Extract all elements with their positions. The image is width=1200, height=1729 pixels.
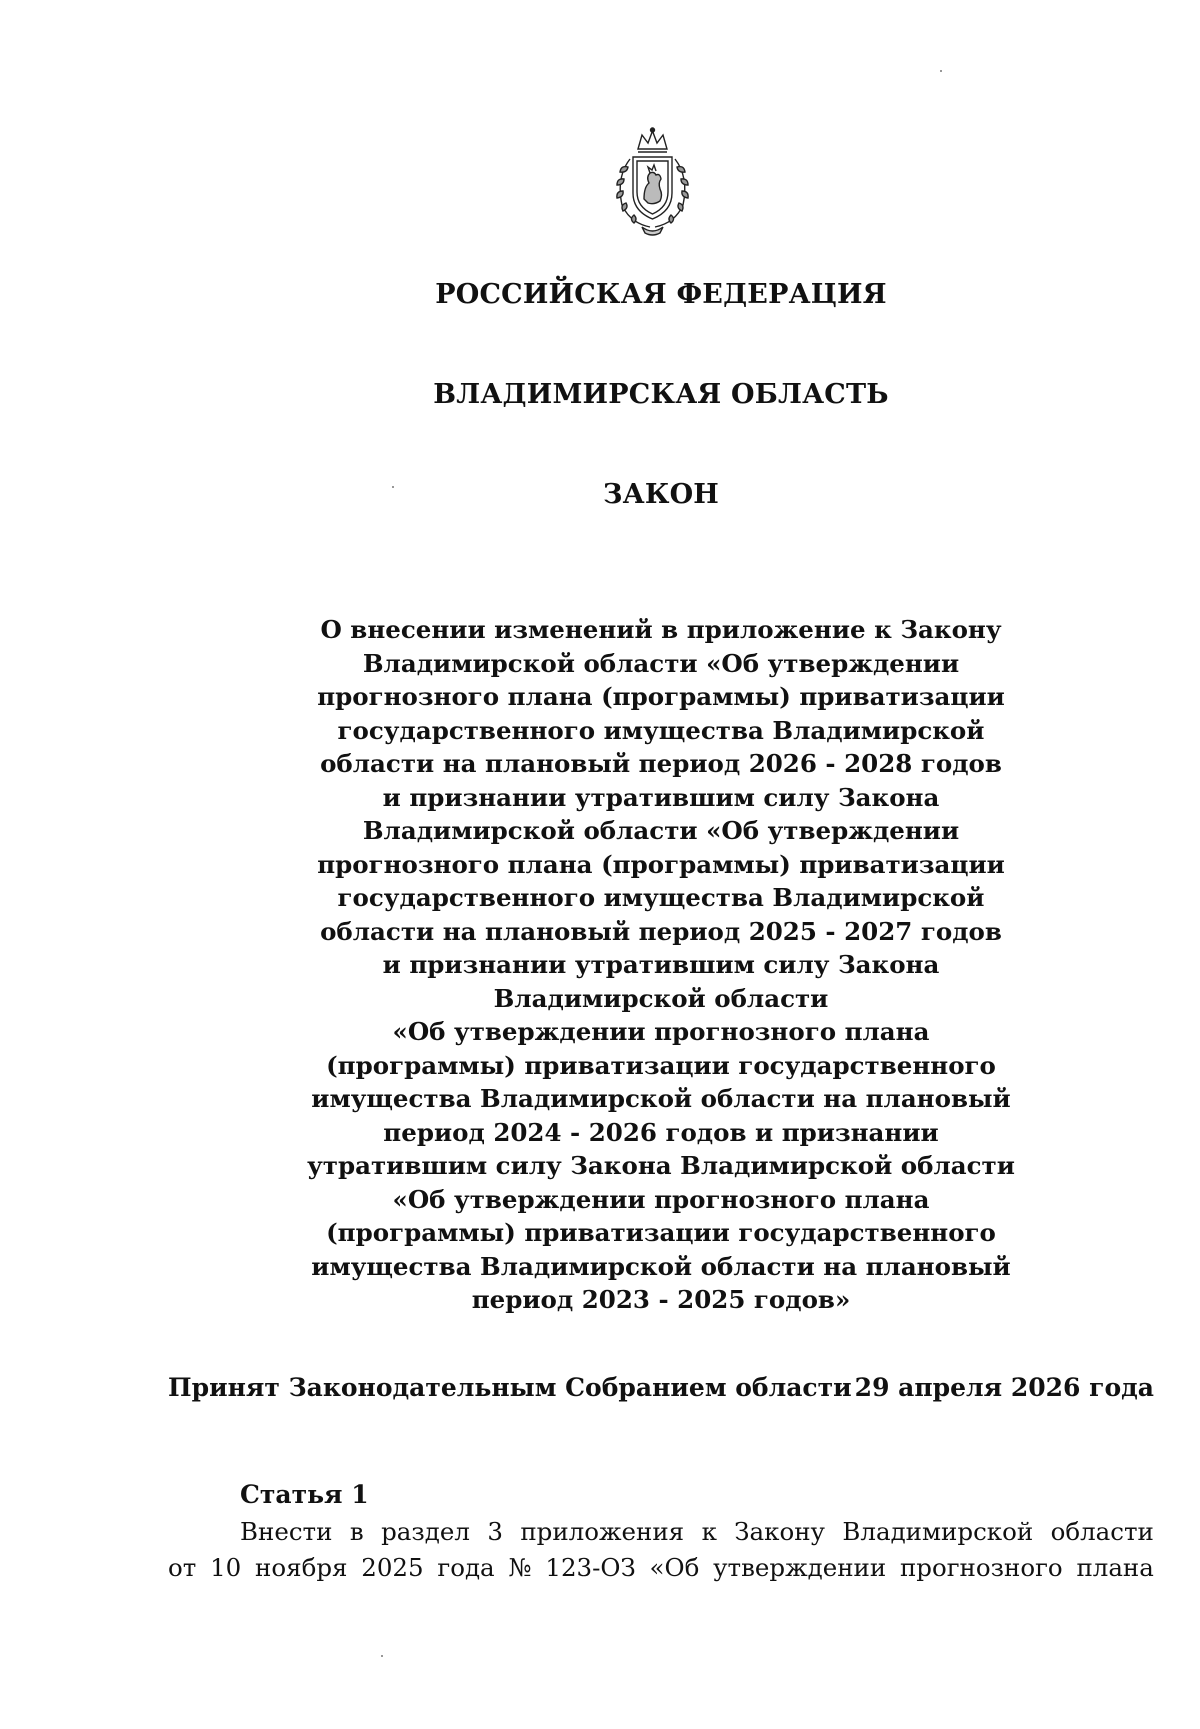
law-title-line: (программы) приватизации государственного (326, 1218, 996, 1247)
law-title-line: имущества Владимирской области на плановый (311, 1251, 1011, 1281)
law-title-line: прогнозного плана (программы) приватизации (317, 849, 1005, 879)
word: от (168, 1553, 197, 1582)
word: 10 (210, 1553, 242, 1582)
adoption-line (168, 1373, 1154, 1402)
word: года (437, 1553, 495, 1582)
law-title-line: (программы) приватизации государственного (326, 1050, 996, 1080)
article-body (168, 1514, 1154, 1586)
law-title-line: Владимирской области (493, 983, 829, 1013)
adoption-label: Принят Законодательным Собранием области (168, 1373, 852, 1402)
word: раздел (381, 1517, 470, 1546)
federation-heading: РОССИЙСКАЯ ФЕДЕРАЦИЯ (435, 279, 887, 310)
law-title-line: области на плановый период 2025 - 2027 годов (320, 916, 1002, 946)
law-title-line: Владимирской области «Об утверждении (362, 648, 960, 678)
article-line (168, 1514, 1154, 1550)
word: 3 (487, 1517, 503, 1546)
coat-of-arms-icon (606, 127, 699, 237)
word: Внести (240, 1517, 333, 1546)
article-title: Статья 1 (240, 1480, 369, 1509)
word: плана (1076, 1553, 1154, 1582)
adoption-date: 29 апреля 2026 года (854, 1373, 1154, 1402)
document-type-heading: ЗАКОН (602, 479, 720, 510)
word: в (349, 1517, 364, 1546)
law-title-line: период 2023 - 2025 годов» (471, 1285, 851, 1314)
word: к (701, 1517, 717, 1546)
word: утверждении (713, 1553, 887, 1582)
word: «Об (649, 1553, 700, 1582)
law-title-line: государственного имущества Владимирской (337, 715, 985, 745)
word: Владимирской (842, 1517, 1034, 1546)
word: № (508, 1553, 532, 1582)
law-title-line: Владимирской области «Об утверждении (362, 816, 960, 845)
law-title-line: «Об утверждении прогнозного плана (392, 1017, 930, 1046)
law-title-line: прогнозного плана (программы) приватизации (317, 682, 1005, 711)
word: области (1050, 1517, 1154, 1546)
scan-speck (392, 486, 394, 488)
word: 123-ОЗ (545, 1553, 636, 1582)
law-title-line: и признании утратившим силу Закона (382, 782, 940, 812)
word: Закону (734, 1517, 825, 1546)
law-title (300, 613, 1022, 1317)
law-title-line: области на плановый период 2026 - 2028 годов (320, 749, 1002, 778)
word: прогнозного (899, 1553, 1063, 1582)
law-title-line: имущества Владимирской области на плановый (311, 1084, 1011, 1113)
region-heading: ВЛАДИМИРСКАЯ ОБЛАСТЬ (433, 379, 889, 410)
word: 2025 (361, 1553, 424, 1582)
scan-speck (381, 1655, 383, 1657)
word: ноября (255, 1553, 348, 1582)
law-title-line: и признании утратившим силу Закона (382, 950, 940, 979)
law-title-line: О внесении изменений в приложение к Закону (320, 615, 1002, 644)
law-title-line: «Об утверждении прогнозного плана (392, 1184, 930, 1214)
scan-speck (940, 70, 942, 72)
article-line (168, 1550, 1154, 1586)
law-title-line: государственного имущества Владимирской (337, 883, 985, 912)
word: приложения (520, 1517, 685, 1546)
law-title-line: утратившим силу Закона Владимирской области (307, 1151, 1015, 1180)
law-title-line: период 2024 - 2026 годов и признании (383, 1117, 939, 1147)
